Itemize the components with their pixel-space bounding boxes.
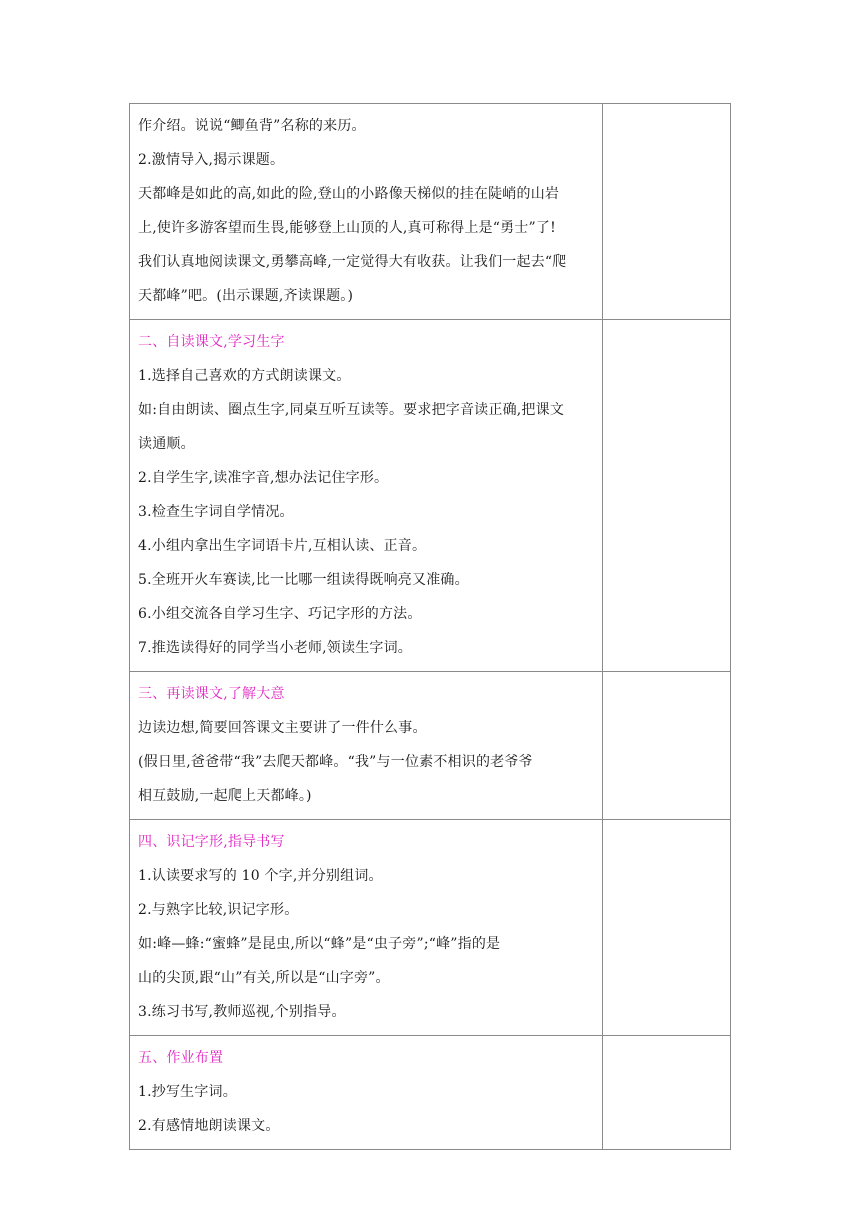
paragraph-line: 山的尖顶,跟“山”有关,所以是“山字旁”。 <box>138 970 390 986</box>
section-row-homework <box>130 1036 731 1150</box>
paragraph-line: 5.全班开火车赛读,比一比哪一组读得既响亮又准确。 <box>138 572 469 588</box>
paragraph-line: 7.推选读得好的同学当小老师,领读生字词。 <box>138 640 413 656</box>
paragraph-line: 1.认读要求写的 10 个字,并分别组词。 <box>138 868 383 884</box>
paragraph-line: 1.选择自己喜欢的方式朗读课文。 <box>138 368 351 384</box>
paragraph-line: 2.与熟字比较,识记字形。 <box>138 902 299 918</box>
paragraph-line: 如:峰—蜂:“蜜蜂”是昆虫,所以“蜂”是“虫子旁”;“峰”指的是 <box>138 936 501 952</box>
section-row-intro <box>130 104 731 320</box>
paragraph-line: 4.小组内拿出生字词语卡片,互相认读、正音。 <box>138 538 427 554</box>
paragraph-line: 作介绍。说说“鲫鱼背”名称的来历。 <box>138 118 366 134</box>
notes-cell <box>603 672 731 820</box>
section-content-cell <box>130 1036 603 1150</box>
paragraph-line: 2.自学生字,读准字音,想办法记住字形。 <box>138 470 389 486</box>
lesson-plan-table <box>129 103 731 1150</box>
section-content-cell <box>130 320 603 672</box>
section-row-reread <box>130 672 731 820</box>
section-heading: 四、识记字形,指导书写 <box>138 834 285 850</box>
paragraph-line: 天都峰是如此的高,如此的险,登山的小路像天梯似的挂在陡峭的山岩 <box>138 186 560 202</box>
paragraph-line: (假日里,爸爸带“我”去爬天都峰。“我”与一位素不相识的老爷爷 <box>138 754 533 770</box>
notes-cell <box>603 320 731 672</box>
paragraph-line: 2.有感情地朗读课文。 <box>138 1118 280 1134</box>
notes-cell <box>603 1036 731 1150</box>
section-content-cell <box>130 820 603 1036</box>
paragraph-line: 上,使许多游客望而生畏,能够登上山顶的人,真可称得上是“勇士”了! <box>138 220 556 236</box>
paragraph-line: 边读边想,简要回答课文主要讲了一件什么事。 <box>138 720 427 736</box>
paragraph-line: 6.小组交流各自学习生字、巧记字形的方法。 <box>138 606 422 622</box>
section-row-writing <box>130 820 731 1036</box>
section-content-cell <box>130 672 603 820</box>
section-row-self-reading <box>130 320 731 672</box>
paragraph-line: 如:自由朗读、圈点生字,同桌互听互读等。要求把字音读正确,把课文 <box>138 402 565 418</box>
paragraph-line: 3.练习书写,教师巡视,个别指导。 <box>138 1004 346 1020</box>
notes-cell <box>603 820 731 1036</box>
section-heading: 三、再读课文,了解大意 <box>138 686 285 702</box>
paragraph-line: 我们认真地阅读课文,勇攀高峰,一定觉得大有收获。让我们一起去“爬 <box>138 254 567 270</box>
section-content-cell <box>130 104 603 320</box>
paragraph-line: 相互鼓励,一起爬上天都峰。) <box>138 788 312 804</box>
paragraph-line: 3.检查生字词自学情况。 <box>138 504 294 520</box>
section-heading: 二、自读课文,学习生字 <box>138 334 285 350</box>
paragraph-line: 读通顺。 <box>138 436 195 452</box>
section-heading: 五、作业布置 <box>138 1050 224 1066</box>
notes-cell <box>603 104 731 320</box>
paragraph-line: 1.抄写生字词。 <box>138 1084 237 1100</box>
paragraph-line: 2.激情导入,揭示课题。 <box>138 152 285 168</box>
paragraph-line: 天都峰”吧。(出示课题,齐读课题。) <box>138 288 354 304</box>
